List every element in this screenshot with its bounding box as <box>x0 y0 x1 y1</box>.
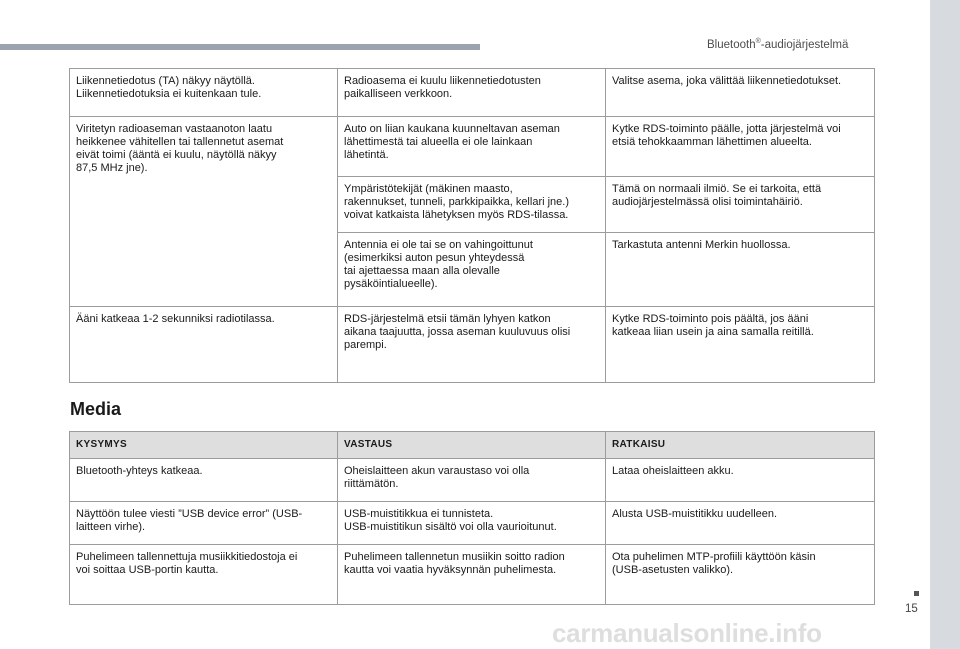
solution-cell: Kytke RDS-toiminto päälle, jotta järjestelmä voi etsiä tehokkaamman lähettimen alueelta. <box>606 117 875 177</box>
solution-cell: Lataa oheislaitteen akku. <box>606 459 875 502</box>
column-header-question: KYSYMYS <box>70 432 338 459</box>
solution-cell: Tämä on normaali ilmiö. Se ei tarkoita, että audiojärjestelmässä olisi toimintahäiriö. <box>606 177 875 233</box>
page-number: 15 <box>905 603 918 615</box>
answer-cell: USB-muistitikkua ei tunnisteta. USB-muistitikun sisältö voi olla vaurioitunut. <box>338 502 606 545</box>
question-cell: Bluetooth-yhteys katkeaa. <box>70 459 338 502</box>
answer-cell: RDS-järjestelmä etsii tämän lyhyen katkon aikana taajuutta, jossa aseman kuuluvuus olisi parempi. <box>338 307 606 383</box>
section-title-prefix: Bluetooth <box>707 38 756 51</box>
table-header-row <box>70 432 875 459</box>
answer-cell: Puhelimeen tallennetun musiikin soitto radion kautta voi vaatia hyväksynnän puhelimesta. <box>338 545 606 605</box>
media-troubleshooting-table <box>69 431 875 605</box>
table-row <box>70 117 875 177</box>
question-cell: Näyttöön tulee viesti ”USB device error” (USB- laitteen virhe). <box>70 502 338 545</box>
page-edge-strip <box>930 0 960 649</box>
watermark: carmanualsonline.info <box>552 618 822 648</box>
answer-cell: Auto on liian kaukana kuunneltavan aseman lähettimestä tai alueella ei ole lainkaan lähetintä. <box>338 117 606 177</box>
solution-cell: Alusta USB-muistitikku uudelleen. <box>606 502 875 545</box>
solution-cell: Kytke RDS-toiminto pois päältä, jos ääni katkeaa liian usein ja aina samalla reitillä. <box>606 307 875 383</box>
header-rule <box>0 44 480 50</box>
column-header-solution: RATKAISU <box>606 432 875 459</box>
question-cell: Ääni katkeaa 1-2 sekunniksi radiotilassa. <box>70 307 338 383</box>
section-title-suffix: -audiojärjestelmä <box>760 38 849 51</box>
answer-cell: Ympäristötekijät (mäkinen maasto, rakennukset, tunneli, parkkipaikka, kellari jne.) voivat katkaista lähetyksen myös RDS-tilassa. <box>338 177 606 233</box>
solution-cell: Ota puhelimen MTP-profiili käyttöön käsin (USB-asetusten valikko). <box>606 545 875 605</box>
table-row <box>70 502 875 545</box>
table-row <box>70 459 875 502</box>
question-cell: Viritetyn radioaseman vastaanoton laatu heikkenee vähitellen tai tallennetut asemat eivät toimi (ääntä ei kuulu, näytöllä näkyy 87,5 MHz jne). <box>70 117 338 307</box>
media-heading: Media <box>70 399 122 419</box>
question-cell: Puhelimeen tallennettuja musiikkitiedostoja ei voi soittaa USB-portin kautta. <box>70 545 338 605</box>
page-marker-square <box>914 591 919 596</box>
table-row <box>70 69 875 117</box>
answer-cell: Radioasema ei kuulu liikennetiedotusten paikalliseen verkkoon. <box>338 69 606 117</box>
table-row <box>70 307 875 383</box>
solution-cell: Valitse asema, joka välittää liikennetiedotukset. <box>606 69 875 117</box>
answer-cell: Antennia ei ole tai se on vahingoittunut (esimerkiksi auton pesun yhteydessä tai ajettaessa maan alla olevalle pysäköintialueelle). <box>338 233 606 307</box>
table-row <box>70 545 875 605</box>
answer-cell: Oheislaitteen akun varaustaso voi olla riittämätön. <box>338 459 606 502</box>
section-title <box>707 38 848 51</box>
radio-troubleshooting-table <box>69 68 875 383</box>
solution-cell: Tarkastuta antenni Merkin huollossa. <box>606 233 875 307</box>
column-header-answer: VASTAUS <box>338 432 606 459</box>
question-cell: Liikennetiedotus (TA) näkyy näytöllä. Liikennetiedotuksia ei kuitenkaan tule. <box>70 69 338 117</box>
registered-mark: ® <box>755 38 761 45</box>
